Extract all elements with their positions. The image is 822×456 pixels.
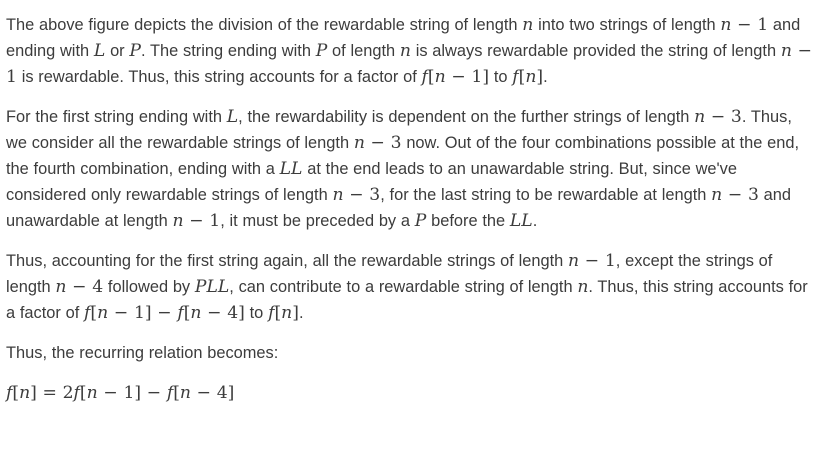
math-expression: n — [399, 41, 411, 61]
text-run: . The string ending with — [140, 42, 316, 60]
text-run: . — [543, 68, 548, 86]
text-run: . Thus, we consider all the rewardable strings of length — [6, 108, 792, 152]
text-run: , for the last string to be rewardable at length — [380, 186, 712, 204]
math-expression: f[n] — [512, 67, 544, 87]
math-expression: n − 1 — [172, 211, 221, 231]
text-run: , it must be preceded by a — [220, 212, 415, 230]
math-expression: LL — [509, 211, 533, 231]
recurrence-formula — [6, 380, 812, 406]
text-run: . — [298, 304, 304, 322]
math-expression: n − 1 — [568, 251, 616, 271]
math-expression: L — [93, 41, 106, 61]
paragraph-division-explanation — [6, 12, 812, 90]
text-run: is rewardable. Thus, this string accounts for a factor of — [16, 68, 422, 86]
text-run: , except the strings of length — [6, 252, 773, 296]
paragraph-relation-intro — [6, 340, 812, 366]
math-expression: n − 3 — [332, 185, 381, 205]
text-run: Thus, accounting for the first string again, all the rewardable strings of length — [6, 252, 569, 270]
math-expression: f[n] — [268, 303, 299, 323]
math-expression: P — [414, 211, 427, 231]
text-run: at the end leads to an unawardable string. But, since we've considered only rewardable strings of length — [6, 160, 737, 204]
text-run: , can contribute to a rewardable string of length — [229, 278, 578, 296]
math-expression: n − 4 — [55, 277, 104, 297]
text-run: and unawardable at length — [6, 186, 791, 230]
math-expression: n − 1 — [720, 15, 769, 35]
text-run: to — [489, 68, 513, 86]
text-run: . Thus, this string accounts for a factor of — [6, 278, 808, 322]
text-run: Thus, the recurring relation becomes: — [6, 344, 279, 362]
math-expression: P — [129, 41, 141, 61]
text-run: before the — [426, 212, 510, 230]
text-run: to — [244, 304, 269, 322]
math-expression: n − 3 — [711, 185, 759, 205]
text-run: The above figure depicts the division of the rewardable string of length — [6, 16, 523, 34]
text-run: and ending with — [6, 16, 801, 60]
text-run: of length — [327, 42, 400, 60]
text-run: now. Out of the four combinations possible at the end, the fourth combination, ending with a — [6, 134, 800, 178]
text-run: is always rewardable provided the string of length — [410, 42, 781, 60]
math-expression: PLL — [194, 277, 230, 297]
math-expression: f[n] = 2f[n − 1] − f[n − 4] — [6, 383, 235, 403]
math-expression: n − 3 — [694, 107, 742, 127]
math-expression: n − 3 — [353, 133, 402, 153]
math-expression: f[n − 1] — [421, 67, 490, 87]
math-expression: L — [226, 107, 239, 127]
math-expression: n — [522, 15, 534, 35]
math-expression: LL — [279, 159, 303, 179]
text-run: followed by — [103, 278, 195, 296]
paragraph-factor-accounting — [6, 248, 812, 326]
paragraph-l-ending-analysis — [6, 104, 812, 234]
text-run: into two strings of length — [533, 16, 721, 34]
text-run: or — [105, 42, 130, 60]
math-expression: n — [577, 277, 589, 297]
math-expression: P — [315, 41, 328, 61]
text-run: For the first string ending with — [6, 108, 227, 126]
math-expression: f[n − 1] − f[n − 4] — [84, 303, 245, 323]
text-run: , the rewardability is dependent on the further strings of length — [238, 108, 695, 126]
math-expression: n − 1 — [6, 41, 812, 87]
text-run: . — [532, 212, 538, 230]
